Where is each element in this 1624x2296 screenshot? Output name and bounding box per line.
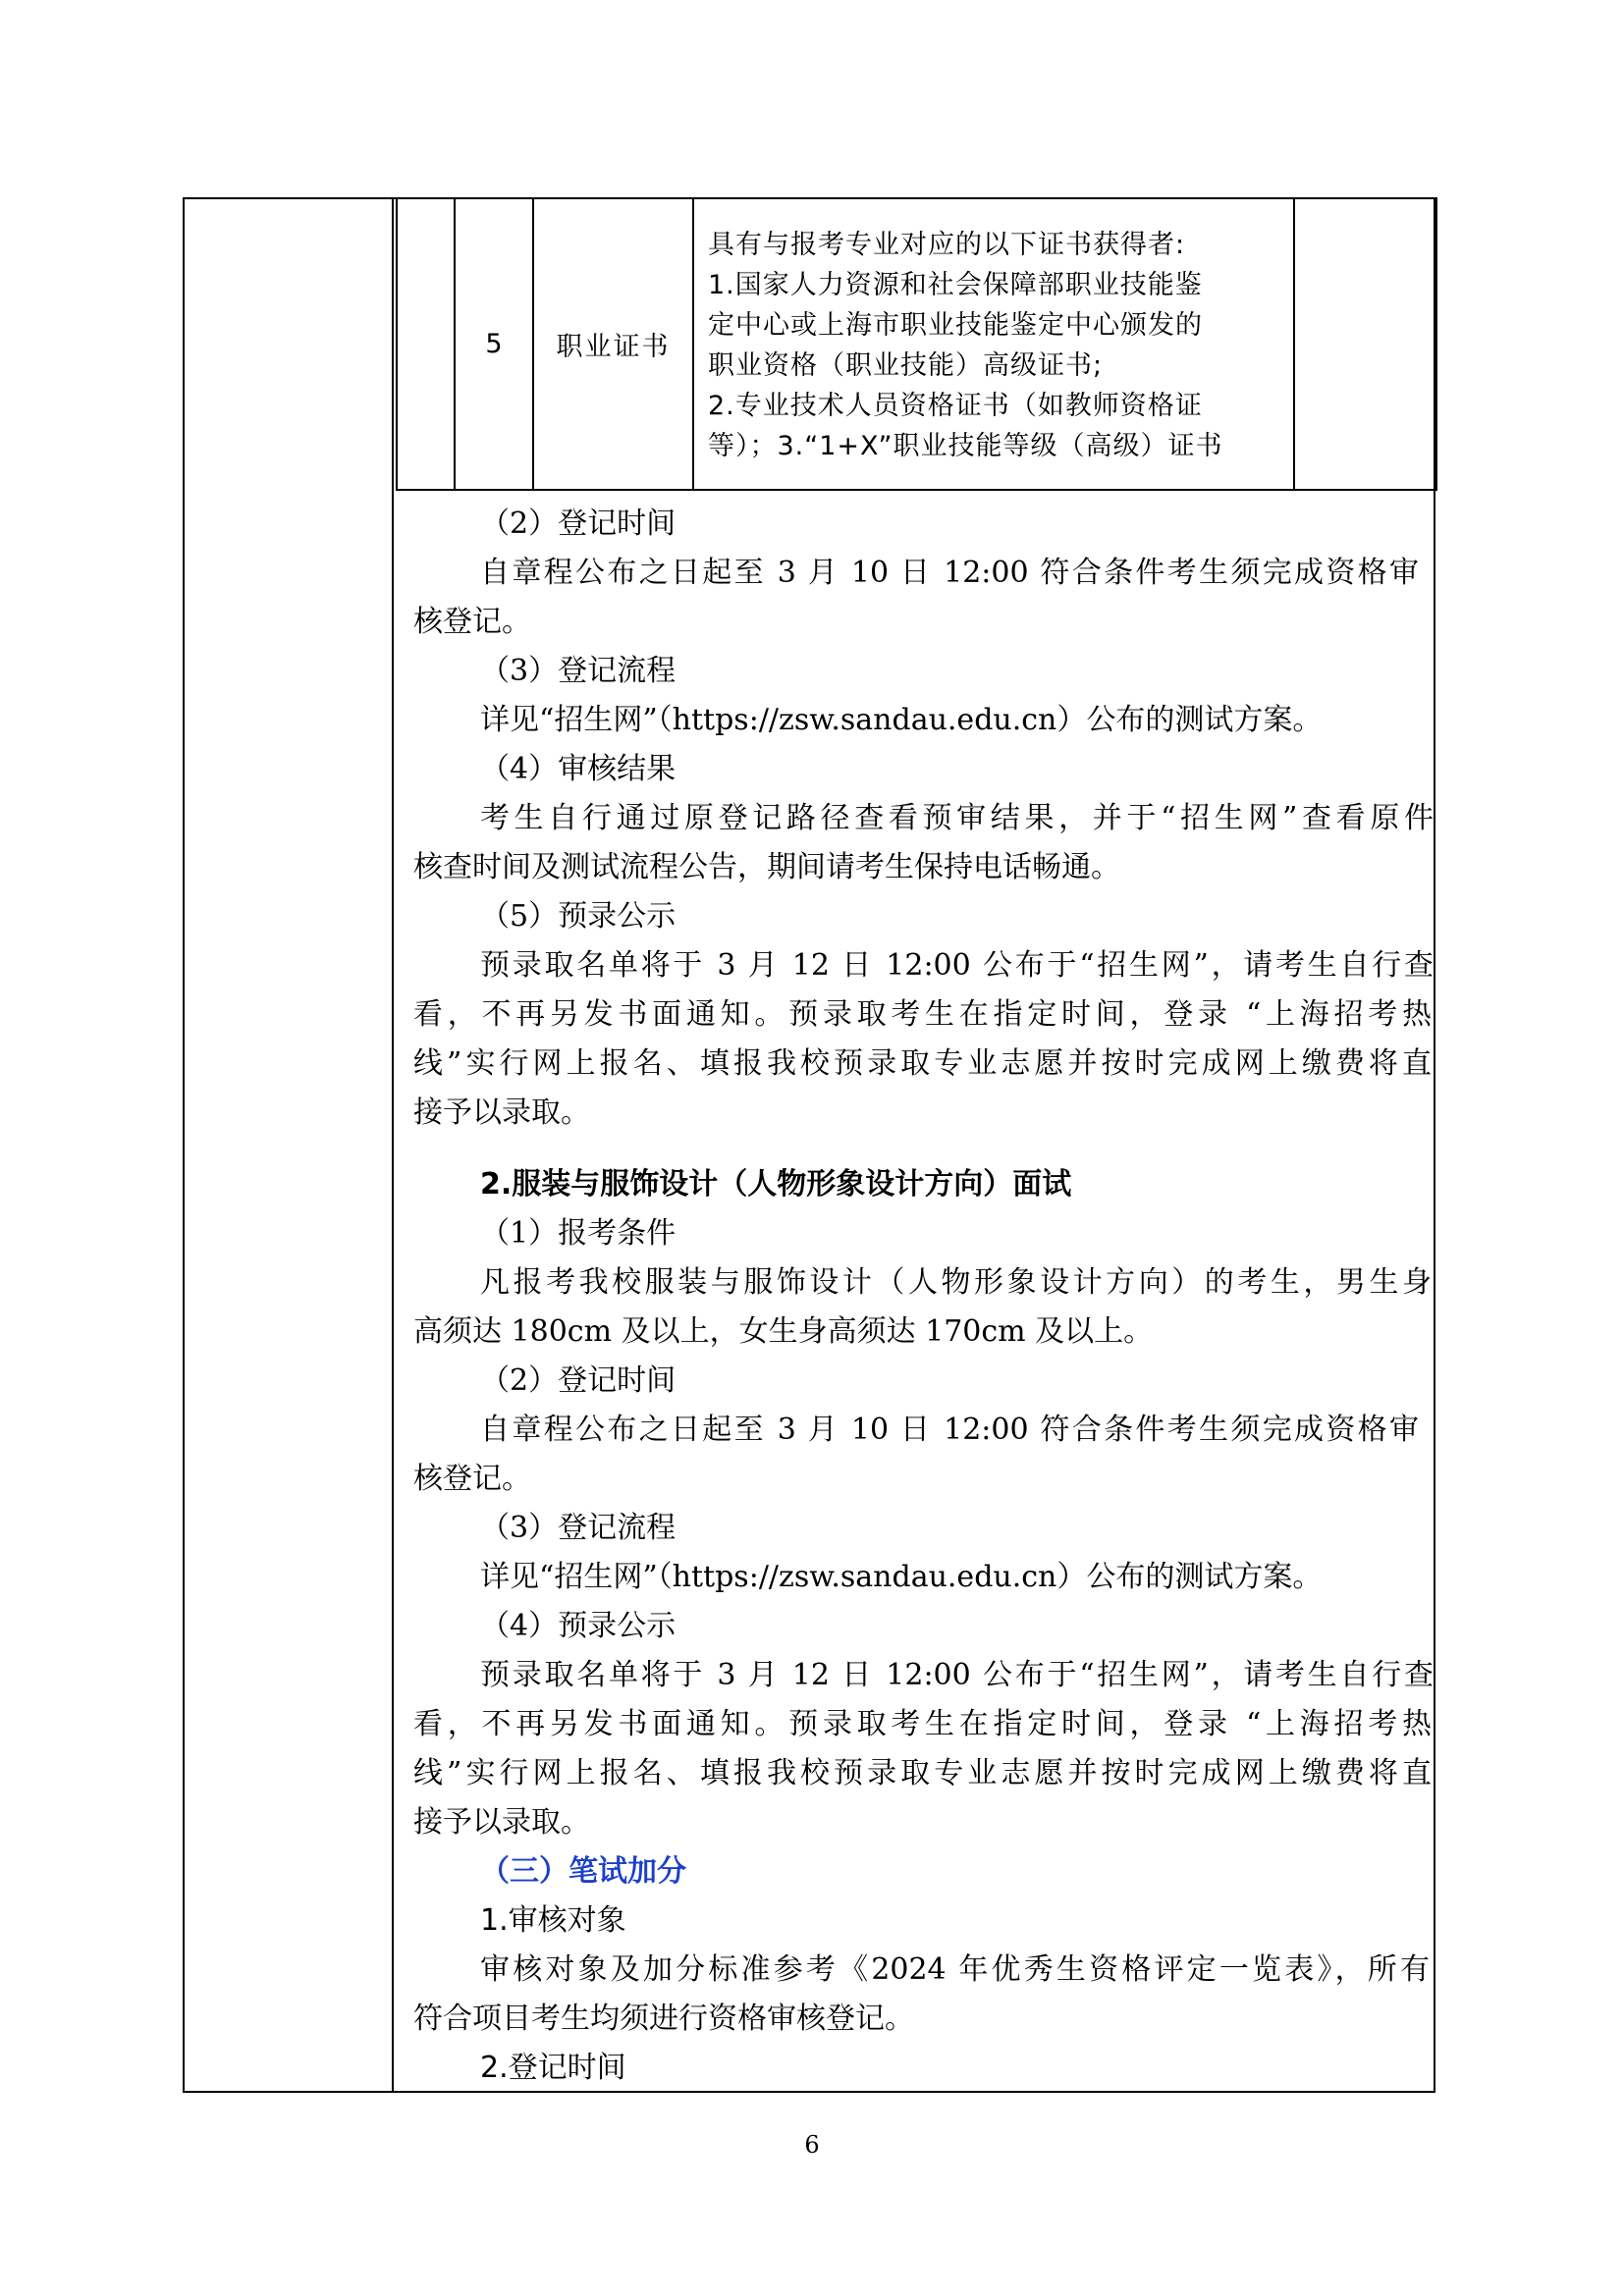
section-heading: 1.审核对象	[480, 1903, 626, 1938]
row-number: 5	[455, 198, 533, 490]
page-number: 6	[804, 2131, 820, 2159]
blank-cell	[397, 198, 455, 490]
paragraph-line: 符合项目考生均须进行资格审核登记。	[413, 2002, 914, 2036]
section-heading: （4）预录公示	[480, 1609, 677, 1643]
certificate-name: 职业证书	[533, 198, 693, 490]
section-heading: （2）登记时间	[480, 507, 677, 541]
table-row	[397, 198, 1436, 490]
description-line: 定中心或上海市职业技能鉴定中心颁发的	[708, 309, 1203, 341]
description-line: 2.专业技术人员资格证书（如教师资格证	[708, 390, 1203, 421]
section-heading: （2）登记时间	[480, 1363, 677, 1398]
left-column-divider	[392, 197, 394, 2093]
paragraph-line: 线”实行网上报名、填报我校预录取专业志愿并按时完成网上缴费将直	[413, 1046, 1432, 1081]
score-cell	[1294, 198, 1436, 490]
paragraph-line: 高须达 180cm 及以上，女生身高须达 170cm 及以上。	[413, 1314, 1154, 1349]
paragraph-line: 自章程公布之日起至 3 月 10 日 12:00 符合条件考生须完成资格审	[480, 556, 1419, 590]
paragraph-line: 详见“招生网”（https://zsw.sandau.edu.cn）公布的测试方案。	[480, 703, 1323, 737]
section-heading: 2.登记时间	[480, 2051, 626, 2085]
paragraph-line: 详见“招生网”（https://zsw.sandau.edu.cn）公布的测试方案。	[480, 1560, 1323, 1594]
section-title: （三）笔试加分	[480, 1854, 686, 1889]
paragraph-line: 核查时间及测试流程公告，期间请考生保持电话畅通。	[413, 850, 1120, 884]
description-line: 1.国家人力资源和社会保障部职业技能鉴	[708, 269, 1203, 300]
description-line: 职业资格（职业技能）高级证书;	[708, 349, 1104, 381]
paragraph-line: 看，不再另发书面通知。预录取考生在指定时间，登录 “上海招考热	[413, 1707, 1432, 1741]
description-line: 等）；3.“1+X”职业技能等级（高级）证书	[708, 430, 1223, 461]
section-heading: （3）登记流程	[480, 654, 677, 688]
paragraph-line: 审核对象及加分标准参考《2024 年优秀生资格评定一览表》，所有	[480, 1952, 1430, 1987]
paragraph-line: 考生自行通过原登记路径查看预审结果，并于“招生网”查看原件	[480, 801, 1434, 835]
paragraph-line: 核登记。	[413, 605, 531, 639]
paragraph-line: 凡报考我校服装与服饰设计（人物形象设计方向）的考生，男生身	[480, 1265, 1432, 1300]
certificate-description	[693, 198, 1294, 490]
paragraph-line: 接予以录取。	[413, 1095, 590, 1130]
paragraph-line: 线”实行网上报名、填报我校预录取专业志愿并按时完成网上缴费将直	[413, 1756, 1432, 1790]
paragraph-line: 预录取名单将于 3 月 12 日 12:00 公布于“招生网”，请考生自行查	[480, 948, 1434, 983]
paragraph-line: 预录取名单将于 3 月 12 日 12:00 公布于“招生网”，请考生自行查	[480, 1658, 1434, 1692]
section-heading: （5）预录公示	[480, 899, 677, 934]
section-title: 2.服装与服饰设计（人物形象设计方向）面试	[480, 1167, 1072, 1201]
paragraph-line: 看，不再另发书面通知。预录取考生在指定时间，登录 “上海招考热	[413, 997, 1432, 1032]
paragraph-line: 核登记。	[413, 1462, 531, 1496]
description-line: 具有与报考专业对应的以下证书获得者:	[708, 229, 1186, 260]
section-heading: （1）报考条件	[480, 1216, 677, 1251]
paragraph-line: 接予以录取。	[413, 1805, 590, 1840]
paragraph-line: 自章程公布之日起至 3 月 10 日 12:00 符合条件考生须完成资格审	[480, 1413, 1419, 1447]
section-heading: （4）审核结果	[480, 752, 677, 786]
certificate-table	[396, 197, 1437, 491]
section-heading: （3）登记流程	[480, 1511, 677, 1545]
